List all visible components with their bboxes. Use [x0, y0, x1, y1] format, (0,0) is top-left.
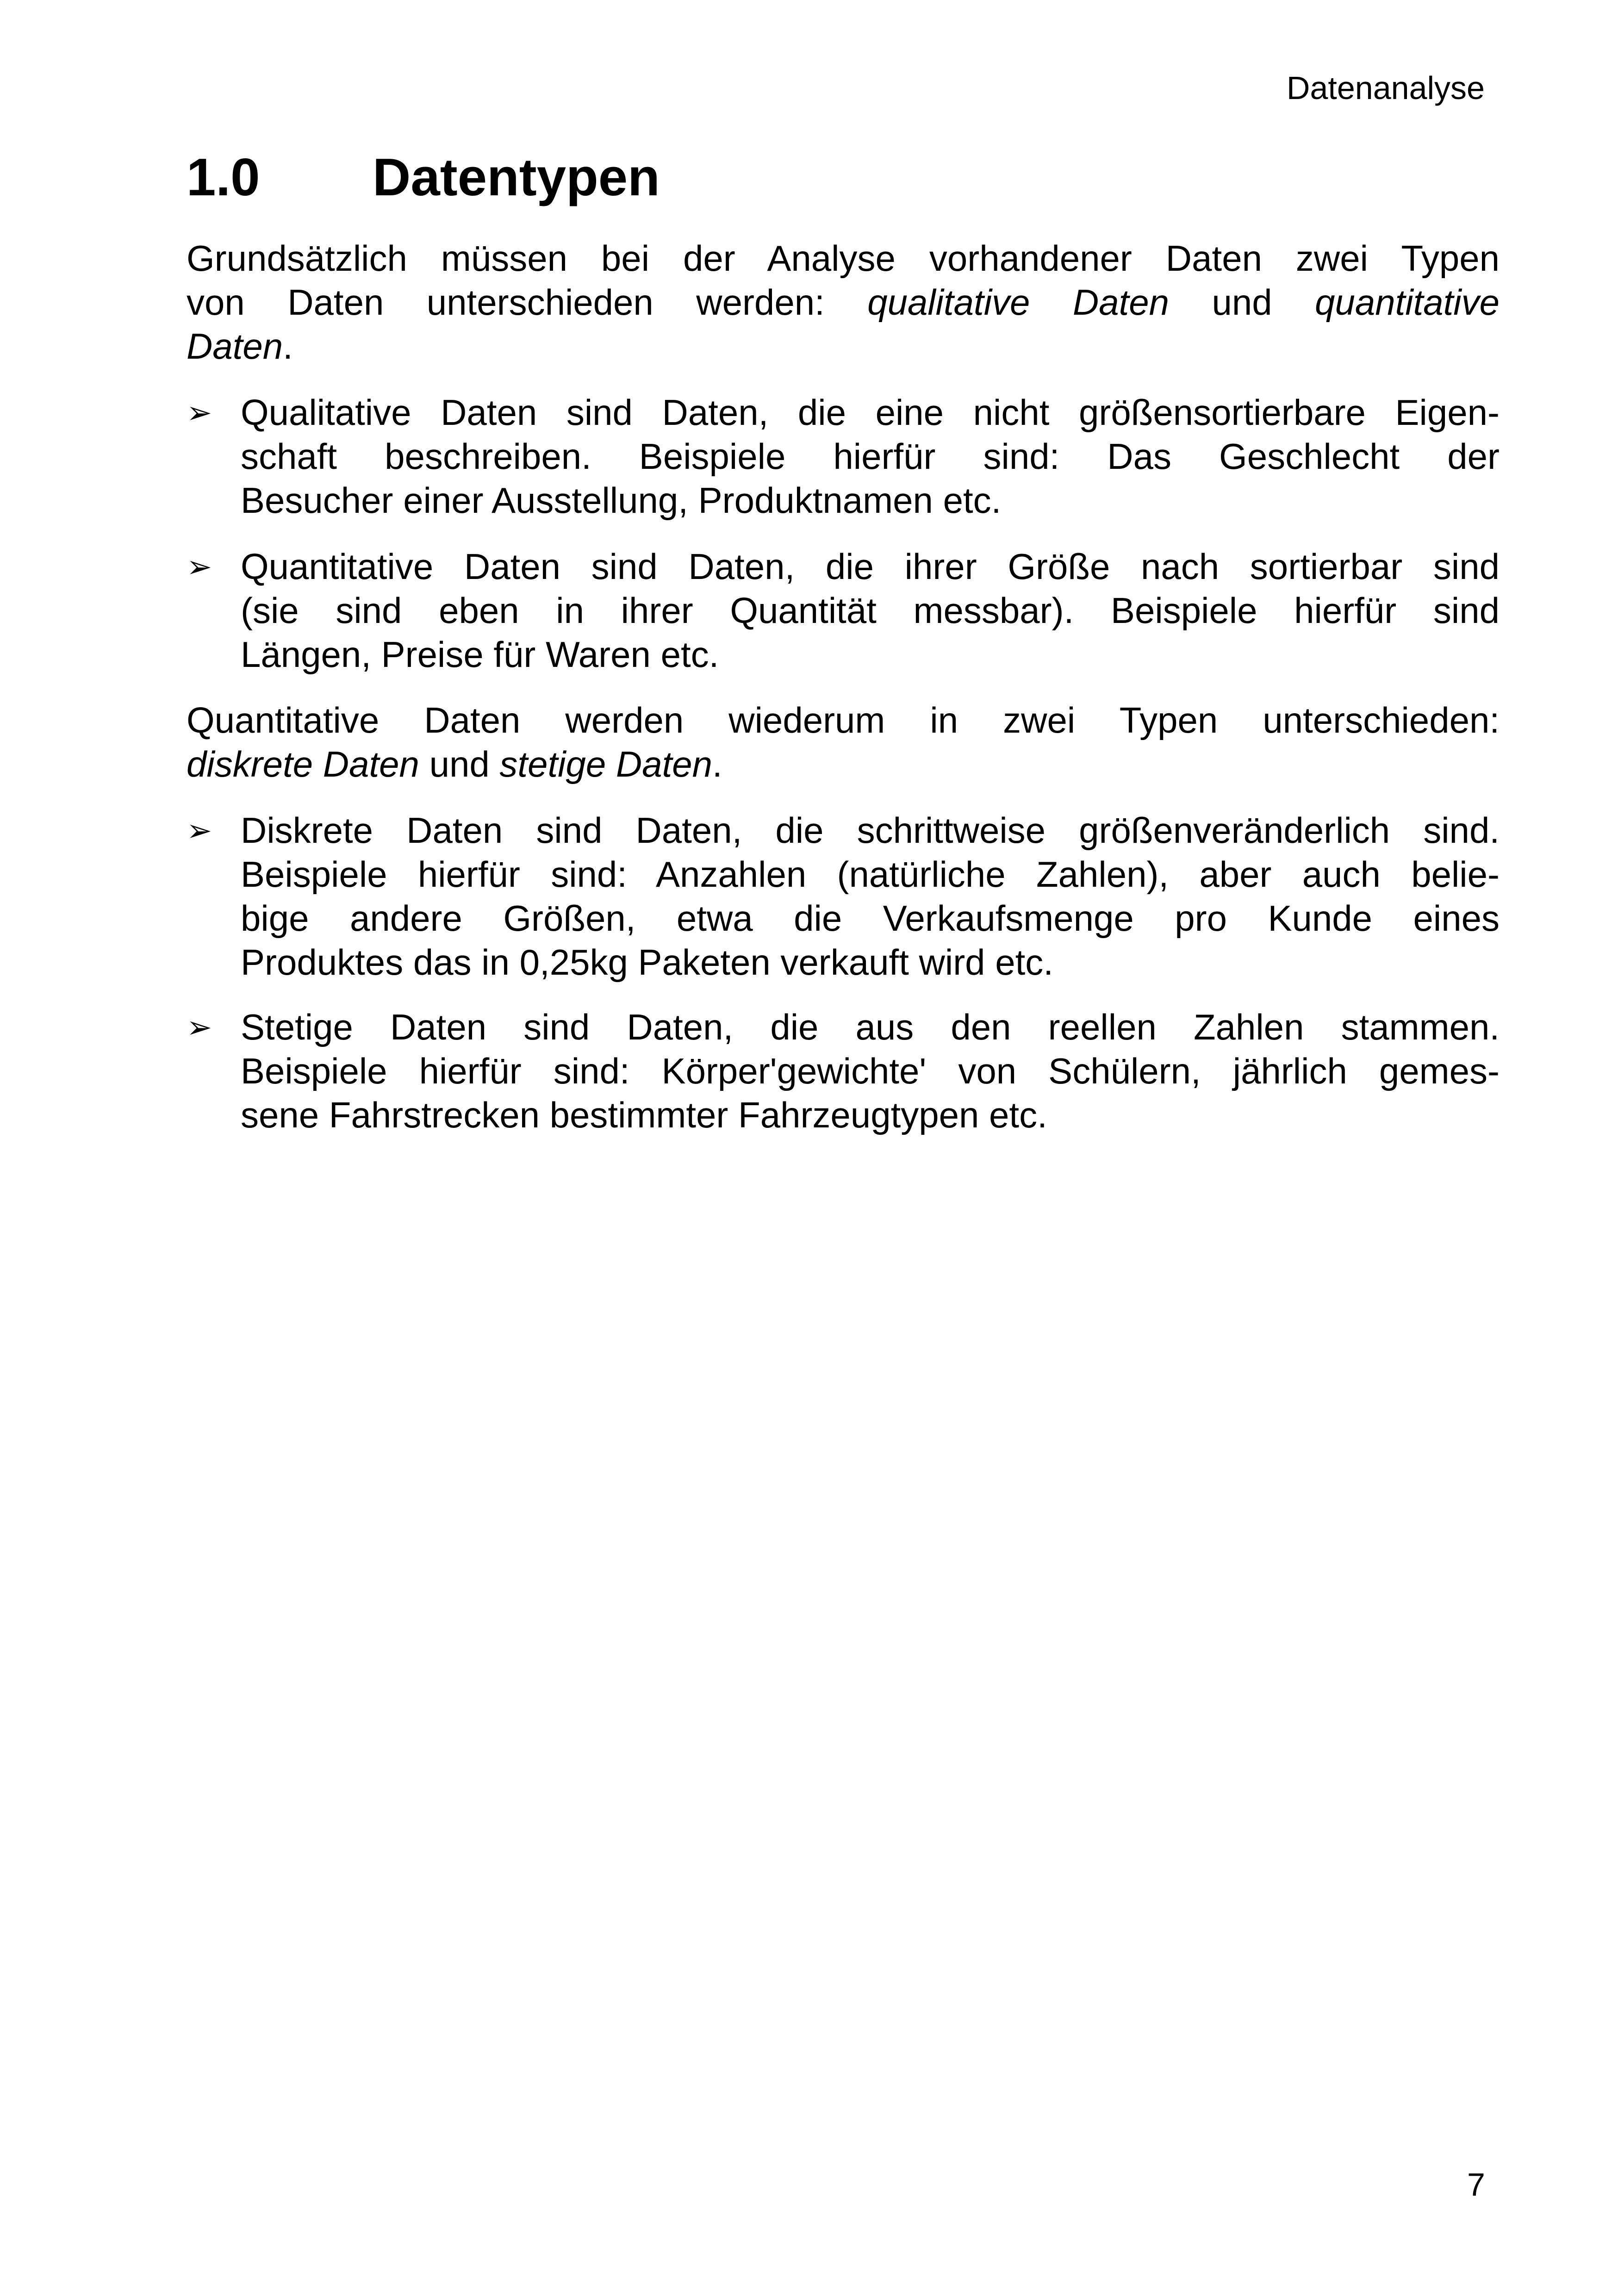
bullet-item	[187, 809, 1500, 984]
text-segment: (sie sind eben in ihrer Quantität messbar). Beispiele hierfür sind	[241, 590, 1500, 631]
text-line	[241, 940, 1500, 984]
text-segment: von Daten unterschieden werden:	[187, 282, 868, 323]
text-line	[187, 324, 1500, 368]
text-line	[187, 698, 1500, 742]
text-line	[241, 809, 1500, 852]
text-line	[241, 1005, 1500, 1049]
text-segment: Stetige Daten sind Daten, die aus den reellen Zahlen stammen.	[241, 1007, 1500, 1047]
paragraph	[187, 236, 1500, 368]
text-segment: Besucher einer Ausstellung, Produktnamen etc.	[241, 480, 1002, 521]
text-segment: und	[1169, 282, 1315, 323]
text-segment: bige andere Größen, etwa die Verkaufsmenge pro Kunde eines	[241, 898, 1500, 939]
arrow-bullet-icon: ➢	[187, 813, 212, 847]
text-line	[241, 852, 1500, 896]
text-segment: sene Fahrstrecken bestimmter Fahrzeugtypen etc.	[241, 1095, 1047, 1135]
text-line	[241, 435, 1500, 479]
emphasized-text: qualitative Daten	[867, 282, 1170, 323]
text-segment: Längen, Preise für Waren etc.	[241, 634, 719, 675]
text-segment: Beispiele hierfür sind: Anzahlen (natürliche Zahlen), aber auch belie-	[241, 854, 1500, 895]
bullet-item	[187, 545, 1500, 677]
section-number: 1.0	[187, 148, 260, 207]
paragraph	[187, 698, 1500, 786]
text-segment: Beispiele hierfür sind: Körper'gewichte' von Schülern, jährlich gemes-	[241, 1051, 1500, 1091]
text-line	[241, 545, 1500, 589]
text-segment: Quantitative Daten werden wiederum in zwei Typen unterschieden:	[187, 700, 1500, 740]
section-heading	[187, 147, 660, 208]
text-line	[187, 280, 1500, 324]
arrow-bullet-icon: ➢	[187, 1010, 212, 1044]
text-line	[241, 589, 1500, 633]
running-header: Datenanalyse	[1286, 70, 1485, 106]
text-segment: Grundsätzlich müssen bei der Analyse vorhandener Daten zwei Typen	[187, 238, 1500, 279]
text-segment: Produktes das in 0,25kg Paketen verkauft wird etc.	[241, 942, 1053, 983]
arrow-bullet-icon: ➢	[187, 549, 212, 584]
arrow-bullet-icon: ➢	[187, 395, 212, 429]
text-segment: Qualitative Daten sind Daten, die eine nicht größensortierbare Eigen-	[241, 392, 1500, 433]
text-segment: .	[283, 326, 293, 367]
bullet-item	[187, 391, 1500, 523]
text-segment: und	[419, 744, 500, 784]
text-line	[241, 1093, 1500, 1137]
emphasized-text: Daten	[187, 326, 283, 367]
text-line	[241, 479, 1500, 523]
text-line	[187, 236, 1500, 280]
emphasized-text: quantitative	[1315, 282, 1500, 323]
text-segment: .	[712, 744, 722, 784]
bullet-item	[187, 1005, 1500, 1137]
text-line	[241, 896, 1500, 940]
text-segment: Quantitative Daten sind Daten, die ihrer Größe nach sortierbar sind	[241, 546, 1500, 587]
text-line	[241, 633, 1500, 677]
text-segment: schaft beschreiben. Beispiele hierfür sind: Das Geschlecht der	[241, 436, 1500, 477]
text-line	[187, 742, 1500, 786]
section-title: Datentypen	[373, 148, 660, 207]
page-number: 7	[1467, 2166, 1485, 2203]
text-line	[241, 1049, 1500, 1093]
emphasized-text: stetige Daten	[499, 744, 713, 784]
text-segment: Diskrete Daten sind Daten, die schrittweise größenveränderlich sind.	[241, 810, 1500, 851]
text-line	[241, 391, 1500, 435]
emphasized-text: diskrete Daten	[187, 744, 419, 784]
